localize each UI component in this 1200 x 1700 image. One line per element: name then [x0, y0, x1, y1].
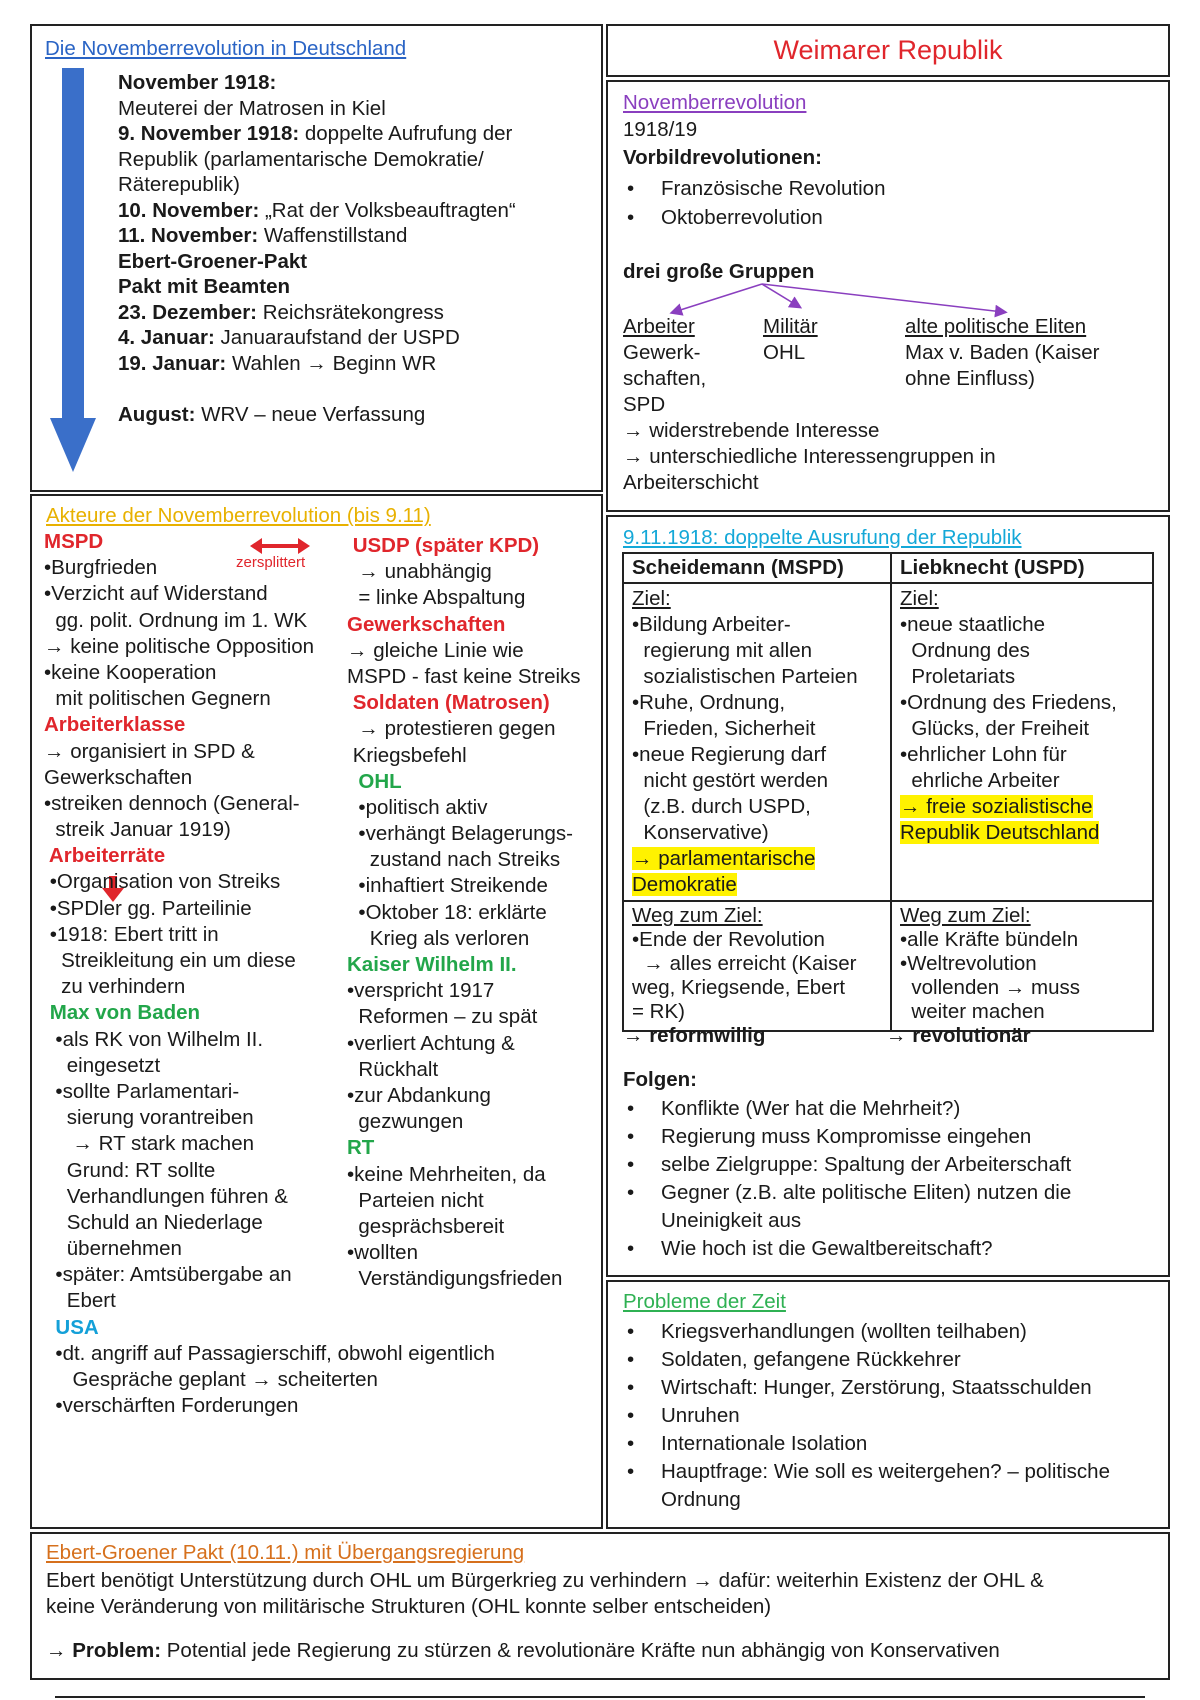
actor-line: •keine Mehrheiten, da	[347, 1162, 546, 1186]
actor-line: zustand nach Streiks	[347, 848, 561, 872]
actor-line: •Verzicht auf Widerstand	[44, 582, 268, 606]
actor-line: zu verhindern	[44, 975, 186, 999]
list-item: • Regierung muss Kompromisse eingehen	[623, 1123, 1143, 1151]
timeline-box	[30, 24, 603, 492]
timeline-entry	[118, 274, 516, 300]
timeline-entry	[118, 198, 516, 224]
timeline-entry	[118, 249, 516, 275]
actor-line: übernehmen	[44, 1237, 182, 1261]
bottom-rule	[55, 1696, 1145, 1698]
probleme-list	[623, 1318, 1153, 1514]
table-cell-ziel-1	[623, 583, 891, 901]
actor-line: → organisiert in SPD &	[44, 739, 255, 763]
actor-line: •Organisation von Streiks	[44, 870, 281, 894]
list-item: • Französische Revolution	[623, 174, 885, 203]
groups-heading: drei große Gruppen	[623, 260, 815, 283]
folgen-list	[623, 1095, 1143, 1263]
cell-label: Ziel:	[632, 587, 671, 610]
timeline-text: Reichsrätekongress	[257, 300, 444, 324]
timeline-entry	[118, 147, 516, 173]
actor-line: Grund: RT sollte	[44, 1158, 216, 1182]
cell-line: •ehrlicher Lohn für	[900, 743, 1067, 766]
timeline-text: Wahlen → Beginn WR	[226, 351, 437, 375]
actor-line: •später: Amtsübergabe an	[44, 1263, 292, 1287]
problem-text: Potential jede Regierung zu stürzen & revolutionäre Kräfte nun abhängig von Konservativen	[161, 1639, 1000, 1662]
timeline-arrow-icon	[48, 66, 98, 486]
cell-line: Konservative)	[632, 821, 769, 844]
timeline-date: 19. Januar:	[118, 351, 227, 375]
conclusion-line: → widerstrebende Interesse	[623, 419, 880, 442]
actor-line: Streikleitung ein um diese	[44, 949, 296, 972]
cell-line: weg, Kriegsende, Ebert	[632, 976, 846, 999]
probleme-box	[606, 1280, 1170, 1529]
timeline-date: Pakt mit Beamten	[118, 275, 291, 298]
highlight-text: Republik Deutschland	[900, 821, 1100, 844]
cell-line: •Ordnung des Friedens,	[900, 691, 1117, 714]
timeline-entry	[118, 351, 516, 377]
actor-line: Verständigungsfrieden	[347, 1267, 563, 1291]
cell-line: Glücks, der Freiheit	[900, 717, 1090, 740]
actor-line: •verliert Achtung &	[347, 1031, 515, 1055]
timeline-date: August:	[118, 402, 196, 426]
actor-line: Gewerkschaften	[44, 765, 193, 789]
timeline-date: November 1918:	[118, 71, 277, 94]
table-header-scheidemann: Scheidemann (MSPD)	[623, 553, 891, 583]
actor-line: gesprächsbereit	[347, 1214, 505, 1238]
actor-heading: OHL	[347, 769, 402, 793]
conclusions	[623, 418, 996, 496]
cell-line: ehrliche Arbeiter	[900, 769, 1060, 792]
table-cell-weg-2	[891, 901, 1153, 1031]
timeline-title: Die Novemberrevolution in Deutschland	[45, 37, 407, 60]
actor-line: MSPD - fast keine Streiks	[347, 664, 581, 688]
actor-line: •politisch aktiv	[347, 795, 488, 819]
table-header-liebknecht: Liebknecht (USPD)	[891, 553, 1153, 583]
timeline-entry	[118, 402, 516, 428]
actor-line: = linke Abspaltung	[347, 586, 526, 610]
actor-heading: Arbeiterräte	[44, 844, 166, 868]
actor-heading: Kaiser Wilhelm II.	[347, 953, 517, 976]
actor-line: •wollten	[347, 1241, 418, 1265]
actor-heading: MSPD	[44, 530, 104, 553]
timeline-text: Januaraufstand der USPD	[214, 326, 460, 349]
timeline-text: „Rat der Volksbeauftragten“	[259, 198, 516, 222]
actor-heading: Max von Baden	[44, 1001, 201, 1025]
cell-line: •Ende der Revolution	[632, 928, 825, 951]
actor-line: •zur Abdankung	[347, 1083, 491, 1107]
list-item: • selbe Zielgruppe: Spaltung der Arbeiterschaft	[623, 1151, 1143, 1179]
actor-line: Parteien nicht	[347, 1188, 484, 1212]
actor-line: → RT stark machen	[44, 1132, 255, 1156]
zersplittert-label: zersplittert	[236, 554, 306, 571]
problem-label: → Problem:	[46, 1639, 162, 1662]
actor-heading: USDP (später KPD)	[347, 534, 540, 557]
list-item: • Unruhen	[623, 1402, 1153, 1430]
actor-line: eingesetzt	[44, 1053, 161, 1077]
actor-line: Ebert	[44, 1289, 116, 1313]
cell-line: sozialistischen Parteien	[632, 665, 858, 688]
cell-label: Ziel:	[900, 587, 939, 610]
ebert-line-2: keine Veränderung von militärische Strukturen (OHL konnte selber entscheiden)	[46, 1595, 772, 1618]
group-name: Militär	[763, 315, 818, 338]
header-box	[606, 24, 1170, 77]
timeline-entry	[118, 300, 516, 326]
group-line: Max v. Baden (Kaiser	[905, 341, 1100, 364]
timeline-text: Waffenstillstand	[258, 224, 408, 247]
timeline-text: Räterepublik)	[118, 173, 240, 196]
actor-line: •1918: Ebert tritt in	[44, 922, 219, 946]
actor-line: mit politischen Gegnern	[44, 687, 271, 711]
timeline-entry	[118, 70, 516, 96]
actor-line: Kriegsbefehl	[347, 743, 467, 767]
cell-highlight	[632, 846, 882, 872]
group-militaer	[763, 314, 818, 366]
cell-line: •alle Kräfte bündeln	[900, 928, 1079, 951]
akteure-right-column	[347, 533, 581, 1292]
list-item: • Konflikte (Wer hat die Mehrheit?)	[623, 1095, 1143, 1123]
highlight-text: Demokratie	[632, 873, 737, 896]
cell-line: •Ruhe, Ordnung,	[632, 691, 786, 714]
timeline-text: Meuterei der Matrosen in Kiel	[118, 96, 386, 120]
cell-line: nicht gestört werden	[632, 769, 828, 792]
actor-line: •als RK von Wilhelm II.	[44, 1027, 264, 1051]
timeline-entry	[118, 223, 516, 249]
actor-heading: Arbeiterklasse	[44, 713, 186, 737]
group-name: Arbeiter	[623, 315, 695, 338]
actor-line: Krieg als verloren	[347, 926, 530, 950]
actor-line: streik Januar 1919)	[44, 818, 231, 842]
actor-line: → protestieren gegen	[347, 717, 556, 741]
timeline-date: Ebert-Groener-Pakt	[118, 249, 308, 273]
conclusion-line: → unterschiedliche Interessengruppen in	[623, 445, 996, 468]
actor-heading: Gewerkschaften	[347, 612, 506, 636]
akteure-box	[30, 494, 603, 1529]
cell-highlight	[632, 872, 882, 898]
actor-line: •dt. angriff auf Passagierschiff, obwohl eigentlich	[44, 1341, 495, 1365]
highlight-text: → parlamentarische	[632, 847, 816, 870]
actor-line: Verhandlungen führen &	[44, 1184, 288, 1208]
vorbild-heading: Vorbildrevolutionen:	[623, 146, 822, 169]
actor-line: sierung vorantreiben	[44, 1106, 254, 1130]
cell-line: •Weltrevolution	[900, 952, 1037, 975]
actor-heading: RT	[347, 1136, 375, 1160]
ebert-line-1: Ebert benötigt Unterstützung durch OHL um Bürgerkrieg zu verhindern → dafür: weiterhin Existenz der OHL &	[46, 1569, 1044, 1592]
actor-line: •Oktober 18: erklärte	[347, 900, 547, 924]
actor-line: → unabhängig	[347, 560, 492, 584]
actor-line: gg. polit. Ordnung im 1. WK	[44, 608, 308, 632]
group-line: ohne Einfluss)	[905, 367, 1035, 390]
ebert-groener-title: Ebert-Groener Pakt (10.11.) mit Übergangsregierung	[46, 1541, 525, 1564]
actor-line: •streiken dennoch (General-	[44, 791, 300, 815]
list-item: • Oktoberrevolution	[623, 203, 885, 232]
timeline-entry	[118, 325, 516, 351]
cell-line: •neue Regierung darf	[632, 743, 827, 766]
list-item: • Wirtschaft: Hunger, Zerstörung, Staatsschulden	[623, 1374, 1153, 1402]
timeline-list	[118, 70, 516, 427]
cell-line: Ordnung des	[900, 639, 1030, 662]
highlight-text: → freie sozialistische	[900, 795, 1093, 818]
timeline-date: 10. November:	[118, 198, 260, 222]
group-line: schaften,	[623, 367, 707, 390]
conclusion-line: Arbeiterschicht	[623, 471, 759, 494]
cell-line: regierung mit allen	[632, 639, 813, 662]
actor-line: •verhängt Belagerungs-	[347, 822, 573, 846]
timeline-date: 4. Januar:	[118, 326, 215, 349]
actor-line: Schuld an Niederlage	[44, 1210, 263, 1234]
ausrufung-box	[606, 515, 1170, 1277]
vorbild-list	[623, 174, 885, 232]
actor-line: •inhaftiert Streikende	[347, 874, 548, 898]
ausrufung-title: 9.11.1918: doppelte Ausrufung der Republik	[623, 526, 1022, 549]
group-arbeiter	[623, 314, 706, 418]
actor-line: •Burgfrieden	[44, 556, 158, 580]
list-item: • Gegner (z.B. alte politische Eliten) nutzen die Uneinigkeit aus	[623, 1179, 1143, 1235]
novemberrevolution-box	[606, 80, 1170, 512]
actor-heading: Soldaten (Matrosen)	[347, 691, 550, 715]
actor-line: Rückhalt	[347, 1057, 439, 1081]
timeline-text: Republik (parlamentarische Demokratie/	[118, 147, 484, 171]
group-eliten	[905, 314, 1099, 392]
actor-line: Reformen – zu spät	[347, 1005, 538, 1029]
timeline-text: doppelte Aufrufung der	[299, 122, 513, 145]
cell-line: •Bildung Arbeiter-	[632, 613, 791, 636]
group-line: Gewerk-	[623, 341, 701, 364]
cell-line: Frieden, Sicherheit	[632, 717, 816, 740]
folgen-heading: Folgen:	[623, 1068, 698, 1091]
comparison-table	[622, 552, 1154, 1032]
cell-line: •neue staatliche	[900, 613, 1046, 636]
ebert-problem	[46, 1638, 1000, 1665]
actor-line: •sollte Parlamentari-	[44, 1079, 240, 1103]
cell-line: vollenden → muss	[900, 976, 1081, 999]
actor-line: Gespräche geplant → scheiterten	[44, 1368, 378, 1391]
timeline-entry	[118, 121, 516, 147]
actor-heading: USA	[44, 1315, 99, 1339]
table-cell-weg-1	[623, 901, 891, 1031]
cell-line: = RK)	[632, 1000, 685, 1023]
actor-line: •keine Kooperation	[44, 660, 217, 684]
timeline-entry	[118, 376, 516, 402]
cell-line: Proletariats	[900, 665, 1016, 688]
actor-line: → gleiche Linie wie	[347, 638, 524, 662]
actor-line: → keine politische Opposition	[44, 634, 315, 658]
group-line: SPD	[623, 393, 666, 416]
timeline-date: 11. November:	[118, 224, 259, 247]
timeline-text: WRV – neue Verfassung	[195, 402, 426, 426]
cell-label: Weg zum Ziel:	[900, 904, 1031, 927]
actor-line: gezwungen	[347, 1110, 464, 1134]
list-item: • Kriegsverhandlungen (wollten teilhaben)	[623, 1318, 1153, 1346]
result-reformwillig: → reformwillig	[623, 1024, 766, 1047]
probleme-title: Probleme der Zeit	[623, 1290, 786, 1313]
cell-highlight	[900, 820, 1144, 846]
novemberrevolution-title: Novemberrevolution	[623, 91, 807, 114]
list-item: • Wie hoch ist die Gewaltbereitschaft?	[623, 1235, 1143, 1263]
table-cell-ziel-2	[891, 583, 1153, 901]
year-text: 1918/19	[623, 118, 698, 141]
cell-highlight	[900, 794, 1144, 820]
result-revolutionaer: → revolutionär	[886, 1024, 1031, 1047]
group-line: OHL	[763, 341, 806, 364]
actor-line: •verspricht 1917	[347, 979, 495, 1003]
cell-line: → alles erreicht (Kaiser	[632, 952, 857, 975]
page-title: Weimarer Republik	[773, 35, 1003, 65]
akteure-title: Akteure der Novemberrevolution (bis 9.11)	[46, 504, 431, 527]
list-item: • Internationale Isolation	[623, 1430, 1153, 1458]
timeline-date: 9. November 1918:	[118, 122, 300, 145]
list-item: • Hauptfrage: Wie soll es weitergehen? – politische Ordnung	[623, 1458, 1153, 1514]
actor-line: •SPDler gg. Parteilinie	[44, 896, 252, 920]
group-name: alte politische Eliten	[905, 315, 1087, 338]
cell-line: weiter machen	[900, 1000, 1045, 1023]
actor-line: •verschärften Forderungen	[44, 1394, 299, 1418]
list-item: • Soldaten, gefangene Rückkehrer	[623, 1346, 1153, 1374]
timeline-date: 23. Dezember:	[118, 300, 258, 324]
ebert-groener-box	[30, 1532, 1170, 1680]
timeline-entry	[118, 172, 516, 198]
cell-label: Weg zum Ziel:	[632, 904, 763, 927]
cell-line: (z.B. durch USPD,	[632, 795, 811, 818]
timeline-entry	[118, 96, 516, 122]
